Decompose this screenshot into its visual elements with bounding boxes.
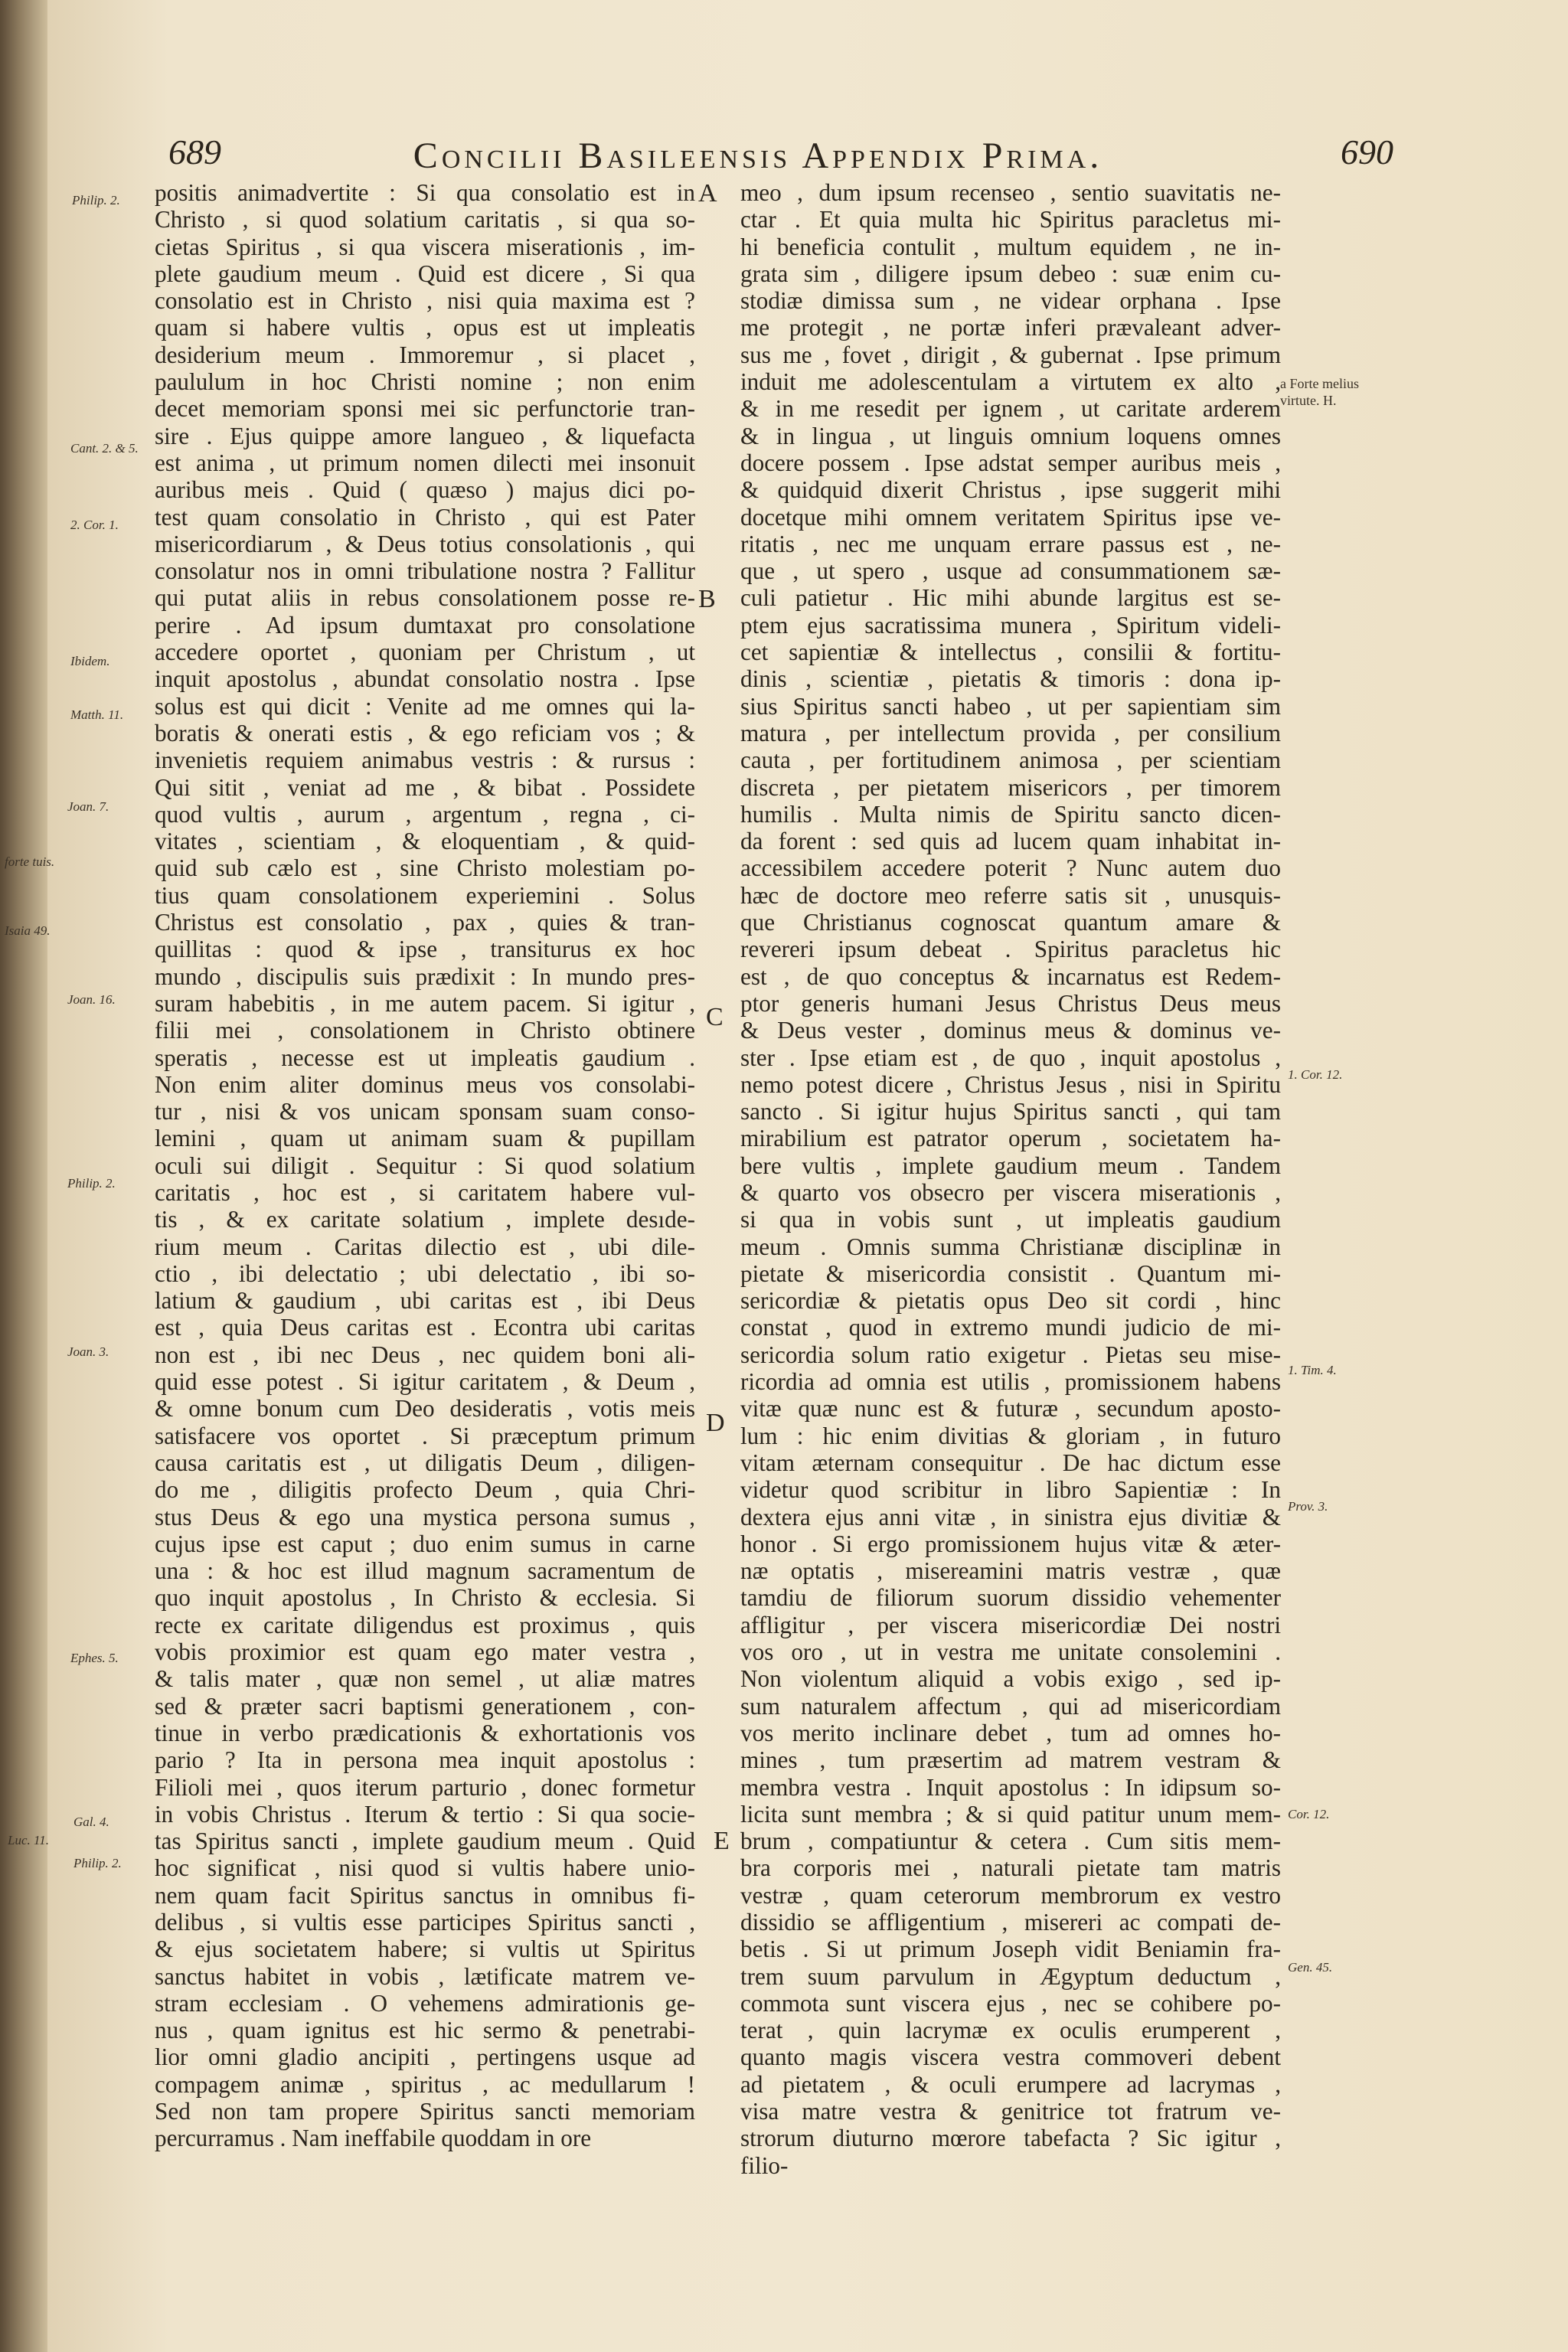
text-line: filio-	[740, 2151, 789, 2179]
text-line: licita sunt membra ; & si quid patitur unum mem-	[740, 1800, 1281, 1828]
text-line: ad pietatem , & oculi erumpere ad lacrymas ,	[740, 2070, 1281, 2098]
text-line: decet memoriam sponsi mei sic perfunctorie tran-	[155, 395, 695, 423]
margin-ref: Luc. 11.	[8, 1833, 49, 1847]
page-header	[122, 129, 1393, 184]
text-line: docetque mihi omnem veritatem Spiritus ipse ve-	[740, 503, 1281, 531]
text-line: quod vultis , aurum , argentum , regna , ci-	[155, 800, 695, 828]
text-line: næ optatis , misereamini matris vestræ , quæ	[740, 1557, 1281, 1585]
text-line: ctio , ibi delectatio ; ubi delectatio , ibi so-	[155, 1259, 695, 1287]
text-line: hoc significat , nisi quod si vultis habere unio-	[155, 1854, 695, 1882]
text-line: ricordia ad omnia est utilis , promissionem habens	[740, 1368, 1281, 1396]
text-line: humilis . Multa nimis de Spiritu sancto dicen-	[740, 800, 1281, 828]
text-line: & talis mater , quæ non semel , ut aliæ matres	[155, 1665, 695, 1693]
text-line: stodiæ dimissa sum , ne videar orphana . Ipse	[740, 287, 1281, 315]
text-line: quo inquit apostolus , In Christo & ecclesia. Si	[155, 1584, 695, 1612]
margin-ref: Ibidem.	[70, 654, 110, 668]
text-line: Non violentum aliquid a vobis exigo , sed ip-	[740, 1665, 1281, 1693]
text-line: & omne bonum cum Deo desideratis , votis meis	[155, 1395, 695, 1423]
text-line: dinis , scientiæ , pietatis & timoris : dona ip-	[740, 665, 1281, 693]
text-line: est anima , ut primum nomen dilecti mei insonuit	[155, 449, 695, 476]
running-title: Concilii Basileensis Appendix Prima.	[413, 136, 1103, 176]
margin-ref: Prov. 3.	[1288, 1499, 1328, 1514]
text-line: docere possem . Ipse adstat semper auribus meis ,	[740, 449, 1281, 476]
text-line: quanto magis viscera vestra commoveri debent	[740, 2043, 1281, 2071]
text-line: sanctus habitet in vobis , lætificate matrem ve-	[155, 1962, 695, 1990]
margin-ref: Gen. 45.	[1288, 1960, 1333, 1975]
text-line: consolatio est in Christo , nisi quia maxima est ?	[155, 287, 695, 315]
text-line: rium meum . Caritas dilectio est , ubi dile-	[155, 1233, 695, 1260]
text-line: que , ut spero , usque ad consummationem sæ-	[740, 557, 1281, 585]
text-line: mundo , discipulis suis prædixit : In mundo pres-	[155, 962, 695, 990]
text-line: misericordiarum , & Deus totius consolationis , qui	[155, 530, 695, 557]
text-line: dextera ejus anni vitæ , in sinistra ejus divitiæ &	[740, 1503, 1281, 1530]
text-line: stram ecclesiam . O vehemens admirationis ge-	[155, 1989, 695, 2017]
text-line: ctar . Et quia multa hic Spiritus paracletus mi-	[740, 206, 1281, 234]
text-line: est , quia Deus caritas est . Econtra ubi caritas	[155, 1314, 695, 1341]
margin-ref: 2. Cor. 1.	[70, 518, 119, 532]
text-line: revereri ipsum debeat . Spiritus paracletus hic	[740, 936, 1281, 963]
text-line: discreta , per pietatem misericors , per timorem	[740, 773, 1281, 801]
right-text-column	[740, 179, 1281, 2200]
margin-ref: Joan. 3.	[67, 1344, 109, 1359]
text-line: quid sub cælo est , sine Christo molestiam po-	[155, 854, 695, 882]
text-line: mines , tum præsertim ad matrem vestram &	[740, 1746, 1281, 1774]
text-line: mirabilium est patrator operum , societatem ha-	[740, 1125, 1281, 1152]
text-line: Filioli mei , quos iterum parturio , donec formetur	[155, 1773, 695, 1801]
text-line: vitam æternam consequitur . De hac dictum esse	[740, 1449, 1281, 1476]
margin-ref: Cor. 12.	[1288, 1807, 1330, 1821]
text-line: grata sim , diligere ipsum debeo : suæ enim cu-	[740, 260, 1281, 287]
margin-ref: 1. Cor. 12.	[1288, 1067, 1343, 1082]
text-line: bra corporis mei , naturali pietate tam matris	[740, 1854, 1281, 1882]
text-line: visa matre vestra & genitrice tot fratrum ve-	[740, 2098, 1281, 2125]
text-line: Christo , si quod solatium caritatis , si qua so-	[155, 206, 695, 234]
text-line: satisfacere vos oportet . Si præceptum primum	[155, 1422, 695, 1449]
text-line: stus Deus & ego una mystica persona sumus ,	[155, 1503, 695, 1530]
section-letter-b: B	[698, 585, 716, 613]
text-line: & Deus vester , dominus meus & dominus ve-	[740, 1017, 1281, 1044]
text-line: percurramus . Nam ineffabile quoddam in ore	[155, 2125, 592, 2152]
text-line: sus me , fovet , dirigit , & gubernat . Ipse primum	[740, 341, 1281, 368]
text-line: si qua in vobis sunt , ut impleatis gaudium	[740, 1206, 1281, 1233]
text-line: & ejus societatem habere; si vultis ut Spiritus	[155, 1936, 695, 1963]
text-line: tinue in verbo prædicationis & exhortationis vos	[155, 1719, 695, 1746]
section-letter-d: D	[706, 1409, 725, 1437]
text-line: delibus , si vultis esse participes Spiritus sancti ,	[155, 1909, 695, 1936]
text-line: Sed non tam propere Spiritus sancti memoriam	[155, 2098, 695, 2125]
text-line: Non enim aliter dominus meus vos consolabi-	[155, 1070, 695, 1098]
text-line: strorum diuturno mœrore tabefacta ? Sic igitur ,	[740, 2125, 1281, 2152]
margin-ref: Philip. 2.	[67, 1176, 116, 1191]
margin-ref: Isaia 49.	[5, 923, 51, 938]
text-line: positis animadvertite : Si qua consolatio est in	[155, 179, 695, 206]
text-line: auribus meis . Quid ( quæso ) majus dici po-	[155, 476, 695, 504]
text-line: meo , dum ipsum recenseo , sentio suavitatis ne-	[740, 179, 1281, 206]
text-line: quillitas : quod & ipse , transiturus ex hoc	[155, 936, 695, 963]
text-line: hæc de doctore meo referre satis sit , unusquis-	[740, 881, 1281, 909]
text-line: commota sunt viscera ejus , nec se cohibere po-	[740, 1989, 1281, 2017]
text-line: accessibilem accedere poterit ? Nunc autem duo	[740, 854, 1281, 882]
text-line: suram habebitis , in me autem pacem. Si igitur ,	[155, 989, 695, 1017]
text-line: boratis & onerati estis , & ego reficiam vos ; &	[155, 719, 695, 746]
text-line: meum . Omnis summa Christianæ disciplinæ in	[740, 1233, 1281, 1260]
text-line: est , de quo conceptus & incarnatus est Redem-	[740, 962, 1281, 990]
text-line: sire . Ejus quippe amore langueo , & liquefacta	[155, 422, 695, 449]
text-line: nem quam facit Spiritus sanctus in omnibus fi-	[155, 1881, 695, 1909]
text-line: vitæ quæ nunc est & futuræ , secundum aposto-	[740, 1395, 1281, 1423]
text-line: solus est qui dicit : Venite ad me omnes qui la-	[155, 692, 695, 720]
text-line: sed & præter sacri baptismi generationem , con-	[155, 1692, 695, 1720]
text-line: ptem ejus sacratissima munera , Spiritum videli-	[740, 611, 1281, 639]
page-number-right: 690	[1341, 132, 1393, 172]
text-line: sius Spiritus sancti habeo , ut per sapientiam sim	[740, 692, 1281, 720]
text-line: tius quam consolationem experiemini . Solus	[155, 881, 695, 909]
margin-ref: Matth. 11.	[70, 707, 124, 722]
text-line: vos merito inclinare debet , tum ad omnes ho-	[740, 1719, 1281, 1746]
text-line: hi beneficia contulit , multum equidem , ne in-	[740, 233, 1281, 260]
text-line: induit me adolescentulam a virtutem ex alto ,	[740, 368, 1281, 396]
text-line: honor . Si ergo promissionem hujus vitæ & æter-	[740, 1530, 1281, 1557]
text-line: vobis proximior est quam ego mater vestra ,	[155, 1638, 695, 1666]
margin-ref: 1. Tim. 4.	[1288, 1363, 1337, 1377]
text-line: videtur quod scribitur in libro Sapientiæ : In	[740, 1476, 1281, 1504]
text-line: pario ? Ita in persona mea inquit apostolus :	[155, 1746, 695, 1774]
text-line: caritatis , hoc est , si caritatem habere vul-	[155, 1178, 695, 1206]
text-line: cet sapientiæ & intellectus , consilii & fortitu-	[740, 639, 1281, 666]
text-line: cietas Spiritus , si qua viscera miserationis , im-	[155, 233, 695, 260]
text-line: Qui sitit , veniat ad me , & bibat . Possidete	[155, 773, 695, 801]
text-line: cujus ipse est caput ; duo enim sumus in carne	[155, 1530, 695, 1557]
text-line: speratis , necesse est ut impleatis gaudium .	[155, 1044, 695, 1071]
text-line: & in me resedit per ignem , ut caritate arderem	[740, 395, 1281, 423]
section-letter-e: E	[714, 1827, 730, 1855]
text-line: cauta , per fortitudinem animosa , per scientiam	[740, 746, 1281, 774]
text-line: desiderium meum . Immoremur , si placet ,	[155, 341, 695, 368]
text-line: causa caritatis est , ut diligatis Deum , diligen-	[155, 1449, 695, 1476]
text-line: vitates , scientiam , & eloquentiam , & quid-	[155, 828, 695, 855]
text-line: lemini , quam ut animam suam & pupillam	[155, 1125, 695, 1152]
margin-ref: Philip. 2.	[72, 193, 120, 207]
text-line: da forent : sed quis ad lucem quam inhabitat in-	[740, 828, 1281, 855]
text-line: non est , ibi nec Deus , nec quidem boni ali-	[155, 1341, 695, 1368]
text-line: sancto . Si igitur hujus Spiritus sancti , qui tam	[740, 1098, 1281, 1125]
text-line: que Christianus cognoscat quantum amare &	[740, 909, 1281, 936]
text-line: bere vultis , implete gaudium meum . Tandem	[740, 1152, 1281, 1179]
text-line: test quam consolatio in Christo , qui est Pater	[155, 503, 695, 531]
text-line: consolatur nos in omni tribulatione nostra ? Fallitur	[155, 557, 695, 585]
margin-ref: Joan. 16.	[67, 992, 116, 1007]
text-line: ritatis , nec me unquam errare passus est , ne-	[740, 530, 1281, 557]
text-line: dissidio se affligentium , misereri ac compati de-	[740, 1909, 1281, 1936]
text-line: sum naturalem affectum , qui ad misericordiam	[740, 1692, 1281, 1720]
margin-ref: Cant. 2. & 5.	[70, 441, 139, 456]
text-line: affligitur , per viscera misericordiæ Dei nostri	[740, 1611, 1281, 1638]
text-line: latium & gaudium , ubi caritas est , ibi Deus	[155, 1287, 695, 1315]
text-line: compagem animæ , spiritus , ac medullarum !	[155, 2070, 695, 2098]
text-line: vestræ , quam ceterorum membrorum ex vestro	[740, 1881, 1281, 1909]
text-line: vos oro , ut in vestra me unitate consolemini .	[740, 1638, 1281, 1666]
footnote-line: virtute. H.	[1280, 393, 1337, 408]
text-line: plete gaudium meum . Quid est dicere , Si qua	[155, 260, 695, 287]
margin-ref: Ephes. 5.	[70, 1651, 119, 1665]
text-line: invenietis requiem animabus vestris : & rursus :	[155, 746, 695, 774]
left-text-column	[155, 179, 695, 2200]
text-line: oculi sui diligit . Sequitur : Si quod solatium	[155, 1152, 695, 1179]
page-number-left: 689	[168, 132, 221, 172]
text-line: una : & hoc est illud magnum sacramentum de	[155, 1557, 695, 1585]
text-line: qui putat aliis in rebus consolationem posse re-	[155, 584, 695, 612]
text-line: constat , quod in extremo mundi judicio de mi-	[740, 1314, 1281, 1341]
text-line: in vobis Christus . Iterum & tertio : Si qua socie-	[155, 1800, 695, 1828]
text-line: Christus est consolatio , pax , quies & tran-	[155, 909, 695, 936]
text-line: terat , quin lacrymæ ex oculis erumperent ,	[740, 2017, 1281, 2044]
text-line: recte ex caritate diligendus est proximus , quis	[155, 1611, 695, 1638]
text-line: tas Spiritus sancti , implete gaudium meum . Quid	[155, 1828, 695, 1855]
margin-ref: Philip. 2.	[74, 1856, 122, 1870]
text-line: sericordia solum ratio exigetur . Pietas seu mise-	[740, 1341, 1281, 1368]
text-line: me protegit , ne portæ inferi prævaleant adver-	[740, 314, 1281, 341]
text-line: tis , & ex caritate solatium , implete desıde-	[155, 1206, 695, 1233]
text-line: nus , quam ignitus est hic sermo & penetrabi-	[155, 2017, 695, 2044]
text-line: tur , nisi & vos unicam sponsam suam conso-	[155, 1098, 695, 1125]
margin-ref: Gal. 4.	[74, 1815, 109, 1829]
text-line: accedere oportet , quoniam per Christum , ut	[155, 639, 695, 666]
text-line: quid esse potest . Si igitur caritatem , & Deum ,	[155, 1368, 695, 1396]
text-line: nemo potest dicere , Christus Jesus , nisi in Spiritu	[740, 1070, 1281, 1098]
text-line: perire . Ad ipsum dumtaxat pro consolatione	[155, 611, 695, 639]
text-line: tamdiu de filiorum suorum dissidio vehementer	[740, 1584, 1281, 1612]
margin-ref: Joan. 7.	[67, 799, 109, 814]
text-line: membra vestra . Inquit apostolus : In idipsum so-	[740, 1773, 1281, 1801]
text-line: lior omni gladio ancipiti , pertingens usque ad	[155, 2043, 695, 2071]
text-line: betis . Si ut primum Joseph vidit Beniamin fra-	[740, 1936, 1281, 1963]
footnote-line: a Forte melius	[1280, 376, 1359, 391]
text-line: sericordiæ & pietatis opus Deo sit cordi , hinc	[740, 1287, 1281, 1315]
footnote-side	[1280, 375, 1359, 409]
text-line: & in lingua , ut linguis omnium loquens omnes	[740, 422, 1281, 449]
margin-ref: forte tuis.	[5, 854, 55, 869]
text-line: matura , per intellectum provida , per consilium	[740, 719, 1281, 746]
text-line: trem suum parvulum in Ægyptum deductum ,	[740, 1962, 1281, 1990]
text-line: & quarto vos obsecro per viscera miserationis ,	[740, 1178, 1281, 1206]
text-line: brum , compatiuntur & cetera . Cum sitis mem-	[740, 1828, 1281, 1855]
section-letter-a: A	[698, 179, 717, 207]
text-line: paululum in hoc Christi nomine ; non enim	[155, 368, 695, 396]
book-gutter	[0, 0, 47, 2352]
text-line: culi patietur . Hic mihi abunde largitus est se-	[740, 584, 1281, 612]
text-line: filii mei , consolationem in Christo obtinere	[155, 1017, 695, 1044]
text-line: quam si habere vultis , opus est ut impleatis	[155, 314, 695, 341]
text-line: pietate & misericordia consistit . Quantum mi-	[740, 1259, 1281, 1287]
text-line: ster . Ipse etiam est , de quo , inquit apostolus ,	[740, 1044, 1281, 1071]
text-line: & quidquid dixerit Christus , ipse suggerit mihi	[740, 476, 1281, 504]
text-line: do me , diligitis profecto Deum , quia Chri-	[155, 1476, 695, 1504]
text-line: ptor generis humani Jesus Christus Deus meus	[740, 989, 1281, 1017]
text-line: lum : hic enim divitias & gloriam , in futuro	[740, 1422, 1281, 1449]
text-line: inquit apostolus , abundat consolatio nostra . Ipse	[155, 665, 695, 693]
section-letter-c: C	[706, 1003, 724, 1031]
